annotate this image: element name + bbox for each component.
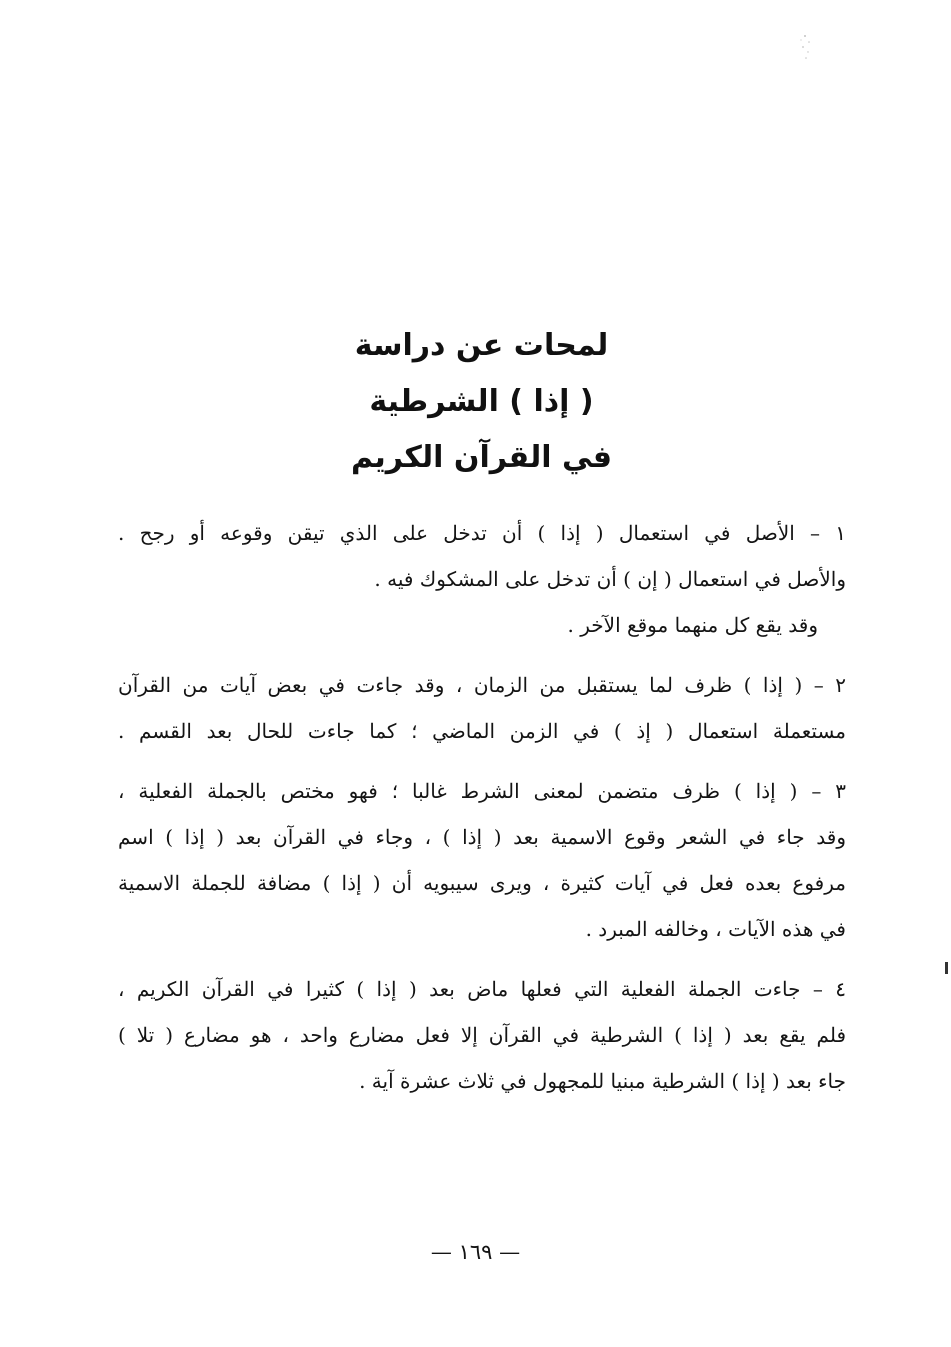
text-line: مرفوع بعده فعل في آيات كثيرة ، ويرى سيبويه أن ( إذا ) مضافة للجملة الاسمية xyxy=(118,871,846,895)
text-line: وقد جاء في الشعر وقوع الاسمية بعد ( إذا ) ، وجاء في القرآن بعد ( إذا ) اسم xyxy=(118,825,846,849)
paragraph-2 xyxy=(118,662,846,754)
text-line: ١ – الأصل في استعمال ( إذا ) أن تدخل على الذي تيقن وقوعه أو رجح . xyxy=(118,521,846,545)
title-line-1: لمحات عن دراسة xyxy=(354,328,609,363)
paragraph-3 xyxy=(118,768,846,952)
margin-mark xyxy=(945,962,948,974)
text-line: ٤ – جاءت الجملة الفعلية التي فعلها ماض بعد ( إذا ) كثيرا في القرآن الكريم ، xyxy=(118,977,846,1001)
text-line: ٢ – ( إذا ) ظرف لما يستقبل من الزمان ، وقد جاءت في بعض آيات من القرآن xyxy=(118,673,846,697)
text-line: وقد يقع كل منهما موقع الآخر . xyxy=(567,613,818,637)
page-number: — ١٦٩ — xyxy=(430,1240,521,1264)
text-line: جاء بعد ( إذا ) الشرطية مبنيا للمجهول في ثلاث عشرة آية . xyxy=(359,1069,846,1093)
chapter-title xyxy=(0,318,951,486)
text-line: في هذه الآيات ، وخالفه المبرد . xyxy=(585,917,846,941)
text-line: والأصل في استعمال ( إن ) أن تدخل على المشكوك فيه . xyxy=(374,567,846,591)
title-line-2: ( إذا ) الشرطية xyxy=(369,384,594,419)
text-line: فلم يقع بعد ( إذا ) الشرطية في القرآن إلا فعل مضارع واحد ، هو مضارع ( تلا ) xyxy=(118,1023,846,1047)
text-line: ٣ – ( إذا ) ظرف متضمن لمعنى الشرط غالبا ؛ فهو مختص بالجملة الفعلية ، xyxy=(118,779,846,803)
paragraph-4 xyxy=(118,966,846,1104)
title-line-3: في القرآن الكريم xyxy=(350,440,613,475)
body-text xyxy=(118,510,846,1118)
text-line: مستعملة استعمال ( إذ ) في الزمن الماضي ؛ كما جاءت للحال بعد القسم . xyxy=(118,719,846,743)
paragraph-1 xyxy=(118,510,846,648)
scan-speck-icon xyxy=(795,30,817,64)
